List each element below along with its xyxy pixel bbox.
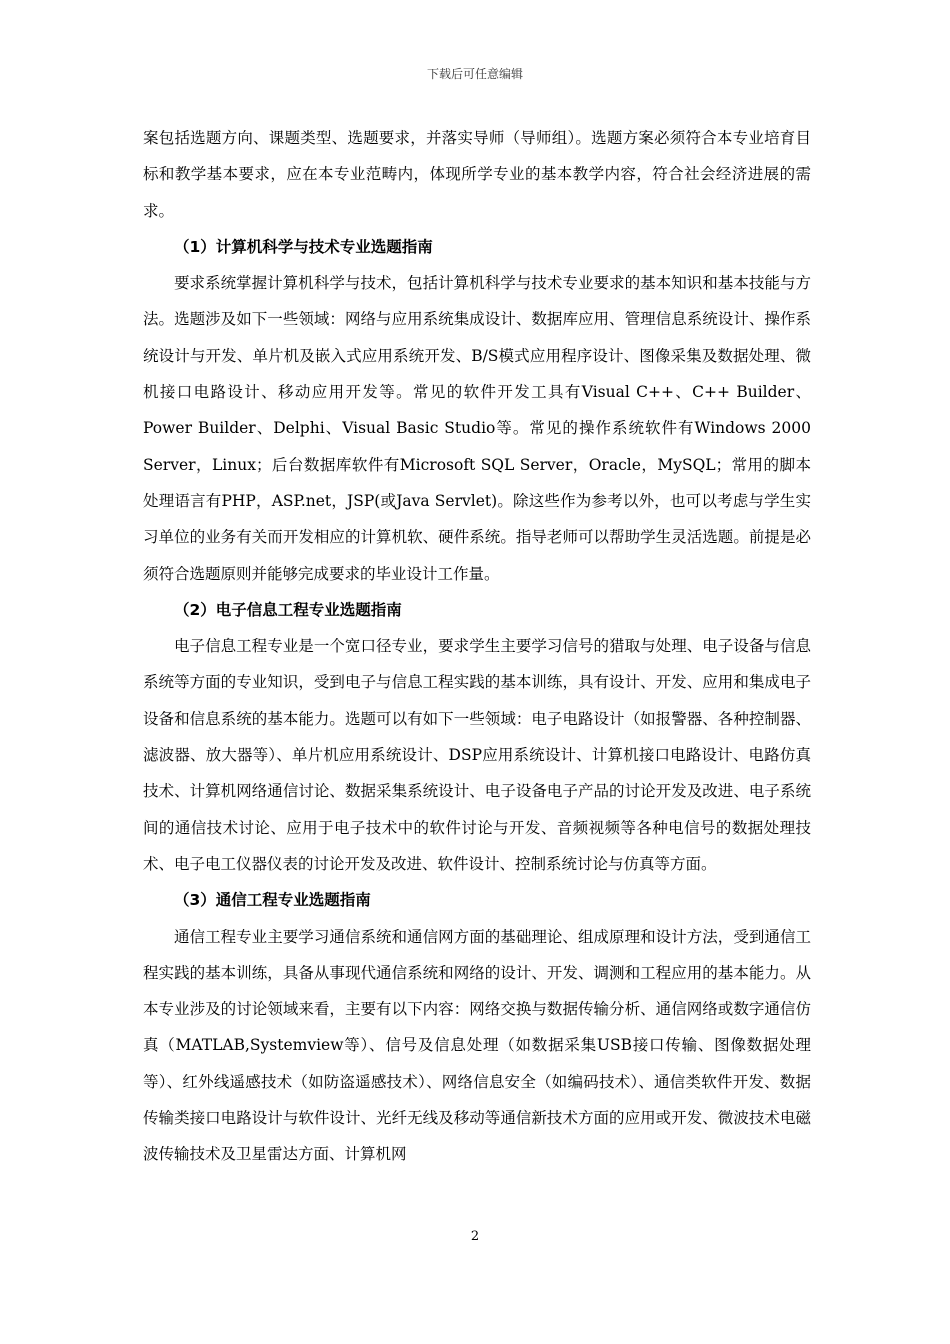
section-heading-ee: （2）电子信息工程专业选题指南 <box>174 600 402 619</box>
paragraph-comm: 通信工程专业主要学习通信系统和通信网方面的基础理论、组成原理和设计方法，受到通信工程实践的基本训练，具备从事现代通信系统和网络的设计、开发、调测和工程应用的基本能力。从本专业涉及的讨论领域来看，主要有以下内容：网络交换与数据传输分析、通信网络或数字通信仿真（MATLAB,Systemview等）、信号及信息处理（如数据采集USB接口传输、图像数据处理等）、红外线遥感技术（如防盗遥感技术）、网络信息安全（如编码技术）、通信类软件开发、数据传输类接口电路设计与软件设计、光纤无线及移动等通信新技术方面的应用或开发、微波技术电磁波传输技术及卫星雷达方面、计算机网 <box>143 927 811 1164</box>
page-header: 下载后可任意编辑 <box>426 67 523 81</box>
paragraph-continuation: 案包括选题方向、课题类型、选题要求，并落实导师（导师组）。选题方案必须符合本专业培育目标和教学基本要求，应在本专业范畴内，体现所学专业的基本教学内容，符合社会经济进展的需求。 <box>143 129 811 220</box>
paragraph-ee: 电子信息工程专业是一个宽口径专业，要求学生主要学习信号的猎取与处理、电子设备与信息系统等方面的专业知识，受到电子与信息工程实践的基本训练，具有设计、开发、应用和集成电子设备和信息系统的基本能力。选题可以有如下一些领域：电子电路设计（如报警器、各种控制器、滤波器、放大器等）、单片机应用系统设计、DSP应用系统设计、计算机接口电路设计、电路仿真技术、计算机网络通信讨论、数据采集系统设计、电子设备电子产品的讨论开发及改进、电子系统间的通信技术讨论、应用于电子技术中的软件讨论与开发、音频视频等各种电信号的数据处理技术、电子电工仪器仪表的讨论开发及改进、软件设计、控制系统讨论与仿真等方面。 <box>143 637 811 873</box>
document-body <box>143 120 811 1173</box>
paragraph-cs: 要求系统掌握计算机科学与技术，包括计算机科学与技术专业要求的基本知识和基本技能与方法。选题涉及如下一些领域：网络与应用系统集成设计、数据库应用、管理信息系统设计、操作系统设计与开发、单片机及嵌入式应用系统开发、B/S模式应用程序设计、图像采集及数据处理、微机接口电路设计、移动应用开发等。常见的软件开发工具有Visual C++、C++ Builder、Power Builder、Delphi、Visual Basic Studio等。常见的操作系统软件有Windows 2000 Server，Linux；后台数据库软件有Microsoft SQL Server，Oracle，MySQL；常用的脚本处理语言有PHP，ASP.net，JSP(或Java Servlet)。除这些作为参考以外，也可以考虑与学生实习单位的业务有关而开发相应的计算机软、硬件系统。指导老师可以帮助学生灵活选题。前提是必须符合选题原则并能够完成要求的毕业设计工作量。 <box>143 274 811 583</box>
section-heading-cs: （1）计算机科学与技术专业选题指南 <box>174 237 433 256</box>
section-heading-comm: （3）通信工程专业选题指南 <box>174 891 371 910</box>
page-number: 2 <box>470 1229 480 1244</box>
